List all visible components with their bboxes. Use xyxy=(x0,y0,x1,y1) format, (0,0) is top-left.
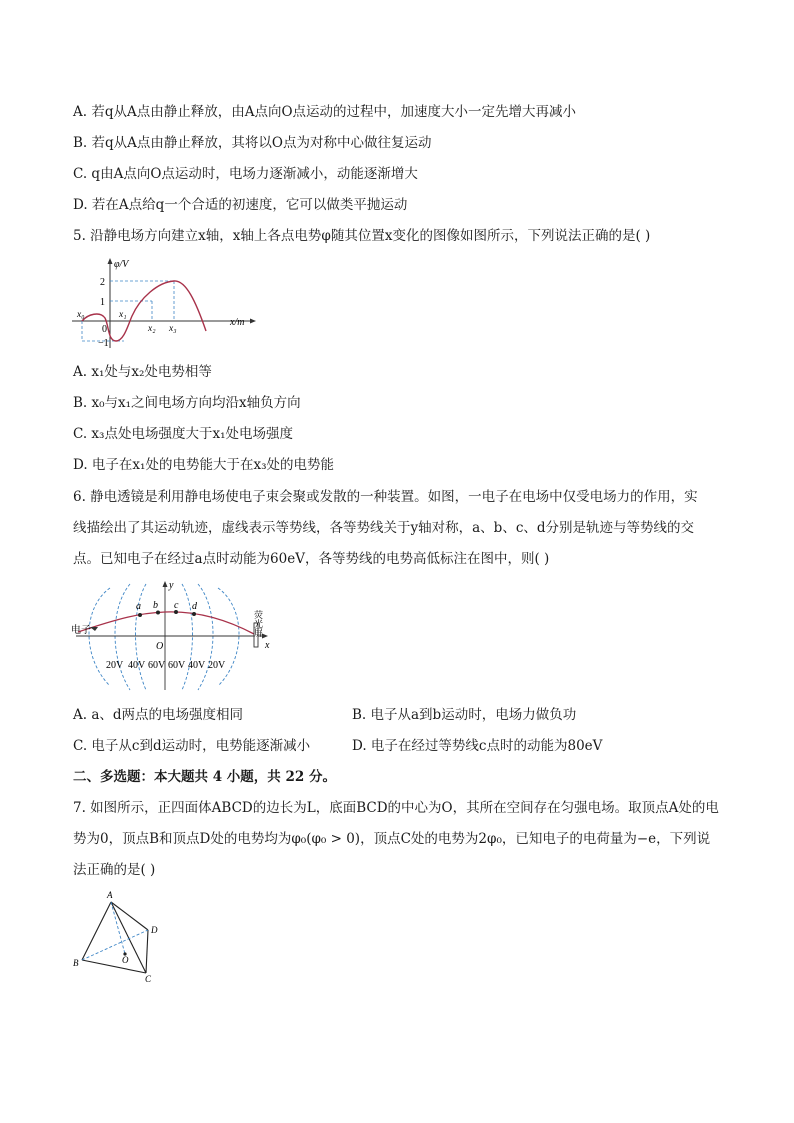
q6-electrostatic-lens-figure xyxy=(70,578,280,696)
q4-option-b: B. 若q从A点由静止释放，其将以O点为对称中心做往复运动 xyxy=(73,135,432,151)
q6-stem-line-1: 6. 静电透镜是利用静电场使电子束会聚或发散的一种装置。如图，一电子在电场中仅受电场力的作用，实 xyxy=(73,489,698,505)
q5-label-x2: x₂ xyxy=(148,324,156,334)
q6-label-c: c xyxy=(174,600,179,611)
q4-option-d: D. 若在A点给q一个合适的初速度，它可以做类平抛运动 xyxy=(73,197,408,213)
q5-potential-curve xyxy=(82,281,206,341)
q6-potential-label-4: 60V xyxy=(168,660,186,671)
q6-point-b xyxy=(156,611,160,615)
q5-tick-1: 1 xyxy=(100,297,105,308)
q6-trajectory xyxy=(78,612,254,634)
q5-option-a: A. x₁处与x₂处电势相等 xyxy=(73,364,212,380)
q6-point-a xyxy=(138,613,142,617)
q6-origin-label: O xyxy=(156,641,164,652)
q6-potential-label-5: 40V xyxy=(188,660,206,671)
q6-point-d xyxy=(192,612,196,616)
q6-label-a: a xyxy=(136,601,141,612)
q5-potential-graph xyxy=(72,256,262,352)
q5-label-x1: x₁ xyxy=(119,310,127,320)
q6-option-c: C. 电子从c到d运动时，电势能逐渐减小 xyxy=(73,738,311,754)
q6-potential-label-1: 20V xyxy=(106,660,124,671)
q5-option-b: B. x₀与x₁之间电场方向均沿x轴负方向 xyxy=(73,395,301,411)
q5-option-c: C. x₃点处电场强度大于x₁处电场强度 xyxy=(73,426,293,442)
q7-stem-line-3: 法正确的是( ) xyxy=(73,862,156,878)
q4-option-c: C. q由A点向O点运动时，电场力逐渐减小，动能逐渐增大 xyxy=(73,166,418,182)
q7-tetrahedron-figure xyxy=(70,888,170,984)
q7-stem-line-2: 势为0，顶点B和顶点D处的电势均为φ₀(φ₀ > 0)，顶点C处的电势为2φ₀，已知电子的电荷量为−e，下列说 xyxy=(73,831,711,847)
q4-option-a: A. 若q从A点由静止释放，由A点向O点运动的过程中，加速度大小一定先增大再减小 xyxy=(73,104,577,120)
q5-label-x0: x₀ xyxy=(77,310,85,320)
q7-vertex-a: A xyxy=(107,890,113,900)
q6-potential-label-6: 20V xyxy=(208,660,226,671)
q5-tick-2: 2 xyxy=(100,277,105,288)
q5-tick-neg1: −1 xyxy=(98,338,109,349)
q6-axis-x-label: x xyxy=(265,640,270,651)
q6-option-d: D. 电子在经过等势线c点时的动能为80eV xyxy=(352,738,603,754)
q6-potential-label-3: 60V xyxy=(148,660,166,671)
q6-equipotential-lines xyxy=(89,584,239,690)
q6-option-a: A. a、d两点的电场强度相同 xyxy=(73,707,244,723)
q6-label-d: d xyxy=(192,601,197,612)
q5-label-x3: x₃ xyxy=(169,324,177,334)
q6-label-b: b xyxy=(153,600,158,611)
q6-potential-label-2: 40V xyxy=(128,660,146,671)
q6-electron-label: 电子 xyxy=(71,625,91,636)
q7-vertex-c: C xyxy=(145,974,152,984)
q6-stem-line-2: 线描绘出了其运动轨迹，虚线表示等势线，各等势线关于y轴对称，a、b、c、d分别是轨迹与等势线的交 xyxy=(73,520,695,536)
q6-screen-label: 荧光屏 xyxy=(253,610,263,637)
q7-vertex-d: D xyxy=(151,925,158,935)
q5-tick-0: 0 xyxy=(102,324,107,335)
q5-stem: 5. 沿静电场方向建立x轴，x轴上各点电势φ随其位置x变化的图像如图所示，下列说法正确的是( ) xyxy=(73,228,651,244)
q5-x-axis-label: x/m xyxy=(230,317,245,328)
q5-y-axis-label: φ/V xyxy=(114,259,129,270)
section-title: 二、多选题：本大题共 4 小题，共 22 分。 xyxy=(73,769,336,785)
q6-axis-y-label: y xyxy=(169,580,174,591)
q7-stem-line-1: 7. 如图所示，正四面体ABCD的边长为L，底面BCD的中心为O，其所在空间存在匀强电场。取顶点A处的电 xyxy=(73,800,719,816)
q6-stem-line-3: 点。已知电子在经过a点时动能为60eV，各等势线的电势高低标注在图中，则( ) xyxy=(73,551,550,567)
q7-center-o: O xyxy=(122,955,129,965)
q7-vertex-b: B xyxy=(73,958,79,968)
q5-option-d: D. 电子在x₁处的电势能大于在x₃处的电势能 xyxy=(73,457,334,473)
q6-option-b: B. 电子从a到b运动时，电场力做负功 xyxy=(352,707,577,723)
